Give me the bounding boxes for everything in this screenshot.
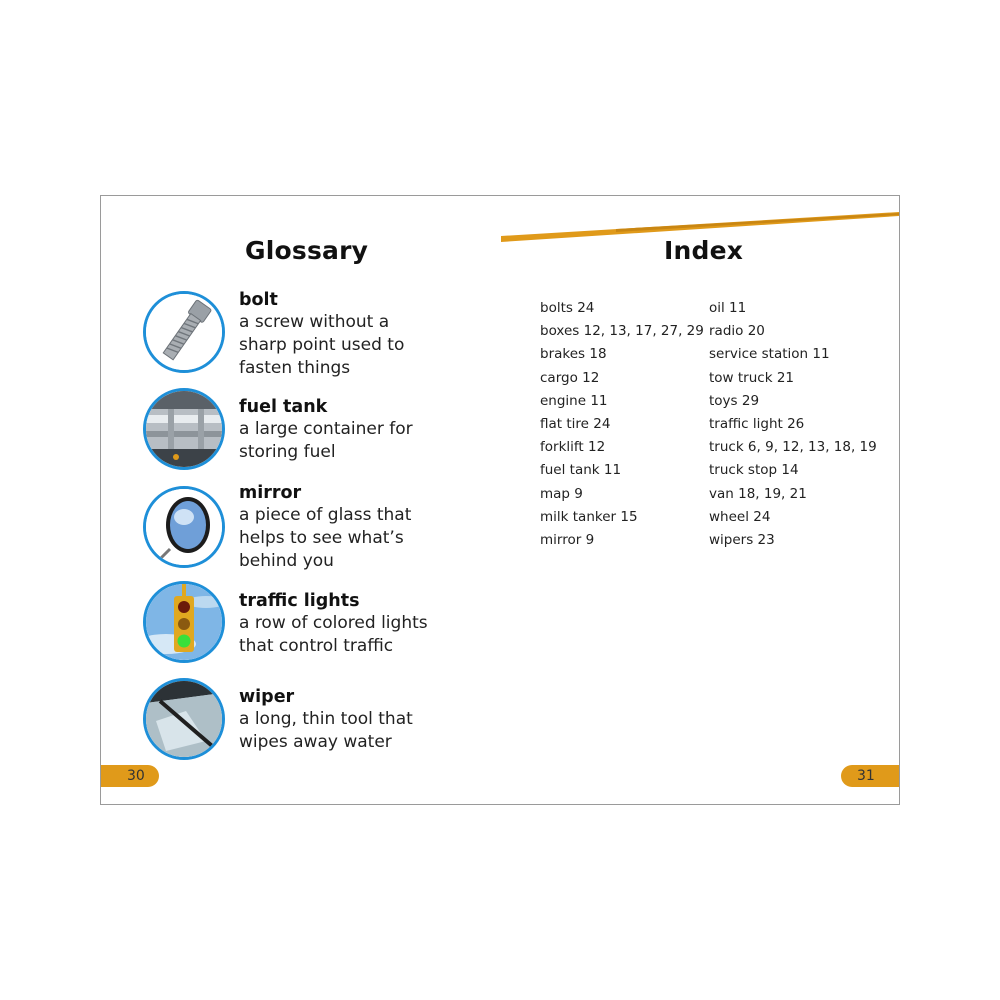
index-entry: van 18, 19, 21 — [709, 485, 807, 502]
fuel-tank-icon — [143, 388, 225, 470]
page-number-text: 30 — [127, 768, 145, 784]
index-entry: wheel 24 — [709, 508, 771, 525]
index-entry: truck 6, 9, 12, 13, 18, 19 — [709, 439, 877, 456]
glossary-definition: a screw without a sharp point used to fasten things — [239, 312, 405, 378]
bolt-icon — [143, 291, 225, 373]
glossary-term: fuel tank — [239, 397, 328, 417]
index-entry: forklift 12 — [540, 439, 606, 456]
index-entry: oil 11 — [709, 300, 747, 316]
index-entry: map 9 — [540, 485, 583, 502]
glossary-term: bolt — [239, 290, 278, 310]
page-number-right — [841, 765, 899, 787]
index-entry: traffic light 26 — [709, 416, 805, 433]
index-entry: toys 29 — [709, 392, 760, 409]
glossary-definition: a long, thin tool that wipes away water — [239, 709, 413, 752]
index-entry: wipers 23 — [709, 532, 775, 549]
index-entry: tow truck 21 — [709, 369, 794, 386]
index-entry: cargo 12 — [540, 369, 600, 386]
index-entry: service station 11 — [709, 346, 830, 363]
index-entry: flat tire 24 — [540, 416, 611, 433]
wiper-icon — [143, 678, 225, 760]
index-entry: boxes 12, 13, 17, 27, 29 — [540, 323, 704, 340]
page-number-left — [101, 765, 159, 787]
glossary-title: Glossary — [245, 236, 369, 265]
glossary-term: mirror — [239, 483, 302, 503]
glossary-definition: a row of colored lights that control traffic — [239, 613, 428, 656]
index-entry: radio 20 — [709, 323, 765, 340]
index-entry: bolts 24 — [540, 300, 595, 316]
book-spread — [100, 195, 900, 805]
index-entry: brakes 18 — [540, 346, 607, 363]
index-entry: milk tanker 15 — [540, 508, 638, 525]
index-title: Index — [664, 236, 744, 265]
glossary-definition: a piece of glass that helps to see what’s behind you — [239, 505, 412, 571]
index-entry: truck stop 14 — [709, 462, 799, 479]
index-column-left — [540, 297, 704, 552]
mirror-icon — [143, 486, 225, 568]
index-column-right — [709, 297, 877, 552]
index-entry: engine 11 — [540, 392, 608, 409]
index-entry: fuel tank 11 — [540, 462, 622, 479]
glossary-term: traffic lights — [239, 591, 360, 611]
index-entry: mirror 9 — [540, 532, 595, 549]
glossary-definition: a large container for storing fuel — [239, 419, 413, 462]
page-number-text: 31 — [857, 768, 875, 784]
traffic-light-icon — [143, 581, 225, 663]
orange-stripe-decoration — [101, 196, 899, 256]
glossary-term: wiper — [239, 687, 295, 707]
